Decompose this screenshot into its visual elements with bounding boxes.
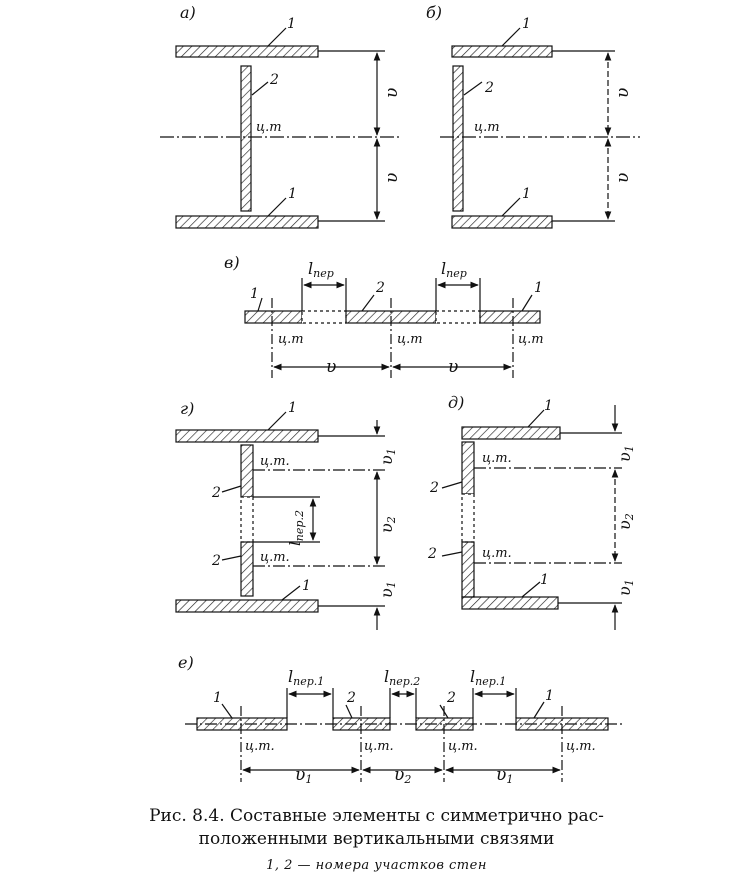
panel-a-part-1b-label: 1 bbox=[288, 186, 297, 202]
panel-v-part-1-label: 1 bbox=[250, 286, 259, 302]
panel-e-center-1: ц.т. bbox=[245, 739, 275, 754]
panel-d-dim-1-bottom bbox=[615, 579, 636, 596]
panel-d-web-lower bbox=[462, 542, 474, 597]
panel-e-dim-2-sub: 2 bbox=[404, 773, 412, 786]
panel-g-web-gap bbox=[241, 497, 253, 542]
panel-v-gap-left-label bbox=[308, 259, 334, 280]
panel-a-web bbox=[241, 66, 251, 211]
panel-a-part-2-label: 2 bbox=[270, 72, 279, 88]
panel-d-web-upper bbox=[462, 442, 474, 494]
panel-g-dim-1-top-v: υ bbox=[377, 455, 396, 465]
panel-g-web-lower bbox=[241, 542, 253, 596]
caption-note: 1, 2 — номера участков стен bbox=[266, 858, 487, 873]
panel-d-dim-1-top-sub: 1 bbox=[623, 445, 636, 453]
panel-g-bottom-flange bbox=[176, 600, 318, 612]
panel-g-center-2: ц.т. bbox=[260, 550, 290, 565]
panel-v-gap-right bbox=[436, 311, 480, 323]
panel-e-part-2a-label: 2 bbox=[347, 690, 356, 706]
panel-b-part-1b-label: 1 bbox=[522, 186, 531, 202]
panel-g-gap-sub: пер.2 bbox=[293, 510, 306, 542]
panel-d-top-flange bbox=[462, 427, 560, 439]
panel-v-center-2: ц.т bbox=[397, 332, 423, 347]
panel-e-gap-2-label bbox=[384, 667, 420, 688]
panel-d-dim-1-bottom-v: υ bbox=[615, 586, 634, 596]
panel-e-center-2: ц.т. bbox=[364, 739, 394, 754]
panel-e-dim-1-right bbox=[496, 765, 513, 786]
panel-e-dim-2-v: υ bbox=[394, 765, 405, 785]
panel-d-tag: д) bbox=[448, 393, 465, 412]
panel-e-dim-1-right-sub: 1 bbox=[506, 773, 514, 786]
panel-b bbox=[440, 28, 640, 228]
panel-e-dim-1-left-v: υ bbox=[295, 765, 306, 785]
panel-v-center-3: ц.т bbox=[518, 332, 544, 347]
panel-v-center-1: ц.т bbox=[278, 332, 304, 347]
panel-e-gap-2-l: l bbox=[384, 667, 390, 686]
panel-d-dim-2-sub: 2 bbox=[623, 513, 636, 521]
panel-v-gap-left-sub: пер bbox=[313, 267, 334, 280]
panel-e-part-2b-label: 2 bbox=[447, 690, 456, 706]
panel-v-part-2-label: 2 bbox=[376, 280, 385, 296]
panel-d-part-1b-label: 1 bbox=[540, 572, 549, 588]
panel-e-gap-1-sub: пер.1 bbox=[293, 675, 325, 688]
panel-g-dim-2-sub: 2 bbox=[385, 516, 398, 524]
panel-v bbox=[245, 278, 540, 378]
panel-g-tag: г) bbox=[180, 399, 195, 418]
panel-d-part-2b-label: 2 bbox=[428, 546, 437, 562]
panel-d-dim-1-top-v: υ bbox=[615, 452, 634, 462]
panel-v-gap-right-sub: пер bbox=[446, 267, 467, 280]
panel-e-tag: е) bbox=[178, 653, 194, 672]
panel-e-dim-1-left bbox=[295, 765, 312, 786]
panel-d-dim-2-v: υ bbox=[615, 520, 634, 530]
panel-g-dim-1-bottom bbox=[377, 581, 398, 598]
panel-b-part-1-label: 1 bbox=[522, 16, 531, 32]
panel-e-gap-3-label bbox=[470, 667, 506, 688]
panel-g-part-2b-label: 2 bbox=[212, 553, 221, 569]
panel-b-dim-lower: υ bbox=[613, 172, 633, 183]
panel-v-part-1-right bbox=[480, 311, 540, 323]
panel-v-dim-right: υ bbox=[448, 357, 459, 377]
panel-a-dim-lower: υ bbox=[382, 172, 402, 183]
panel-v-part-1-left bbox=[245, 311, 302, 323]
panel-b-web bbox=[453, 66, 463, 211]
panel-e-center-3: ц.т. bbox=[448, 739, 478, 754]
panel-a-dim-upper: υ bbox=[382, 87, 402, 98]
panel-b-bottom-flange bbox=[452, 216, 552, 228]
panel-b-top-flange bbox=[452, 46, 552, 57]
panel-d-dim-1-bottom-sub: 1 bbox=[623, 579, 636, 587]
panel-d-center-1: ц.т. bbox=[482, 451, 512, 466]
panel-d-part-1-label: 1 bbox=[544, 398, 553, 414]
panel-v-gap-left-l: l bbox=[308, 259, 314, 278]
panel-e-gap-3-l: l bbox=[470, 667, 476, 686]
panel-g-dim-2-v: υ bbox=[377, 523, 396, 533]
panel-a-top-flange bbox=[176, 46, 318, 57]
panel-g-dim-1-top-sub: 1 bbox=[385, 448, 398, 456]
panel-g-dim-2 bbox=[377, 516, 398, 533]
panel-e-part-1-left bbox=[197, 718, 287, 730]
panel-g-gap-l: l bbox=[286, 541, 304, 546]
panel-e-part-1b-label: 1 bbox=[545, 688, 554, 704]
panel-d-dim-1-top bbox=[615, 445, 636, 462]
panel-d-web-gap bbox=[462, 494, 474, 542]
panel-d-part-2a-label: 2 bbox=[430, 480, 439, 496]
panel-g-top-flange bbox=[176, 430, 318, 442]
panel-g-dim-1-top bbox=[377, 448, 398, 465]
panel-g bbox=[176, 412, 385, 630]
panel-a-part-1-label: 1 bbox=[287, 16, 296, 32]
panel-a-tag: а) bbox=[180, 3, 196, 22]
panel-e-gap-1-label bbox=[288, 667, 324, 688]
panel-d-dim-2 bbox=[615, 513, 636, 530]
caption-line-2: положенными вертикальными связями bbox=[198, 829, 555, 849]
panel-e-dim-1-right-v: υ bbox=[496, 765, 507, 785]
panel-e-part-1-label: 1 bbox=[213, 690, 222, 706]
panel-v-gap-right-label bbox=[441, 259, 467, 280]
panel-e-gap-2-sub: пер.2 bbox=[389, 675, 421, 688]
panel-g-part-1-label: 1 bbox=[288, 400, 297, 416]
panel-d bbox=[442, 405, 622, 630]
panel-b-center-label: ц.т bbox=[474, 120, 500, 135]
panel-g-part-2a-label: 2 bbox=[212, 485, 221, 501]
panel-g-dim-1-bottom-sub: 1 bbox=[385, 581, 398, 589]
panel-e-dim-1-left-sub: 1 bbox=[305, 773, 313, 786]
panel-d-bottom-flange bbox=[462, 597, 558, 609]
panel-v-gap-left bbox=[302, 311, 346, 323]
panel-a-center-label: ц.т bbox=[256, 120, 282, 135]
panel-g-part-1b-label: 1 bbox=[302, 578, 311, 594]
panel-e-center-4: ц.т. bbox=[566, 739, 596, 754]
panel-e bbox=[185, 688, 625, 782]
panel-g-gap-label bbox=[286, 510, 306, 546]
caption-line-1: Рис. 8.4. Составные элементы с симметрично рас- bbox=[149, 806, 604, 826]
panel-v-part-1b-label: 1 bbox=[534, 280, 543, 296]
panel-b-dim-upper: υ bbox=[613, 87, 633, 98]
panel-v-dim-left: υ bbox=[326, 357, 337, 377]
panel-g-dim-1-bottom-v: υ bbox=[377, 588, 396, 598]
panel-b-tag: б) bbox=[426, 3, 443, 22]
panel-e-gap-1-l: l bbox=[288, 667, 294, 686]
panel-v-tag: в) bbox=[224, 253, 240, 272]
panel-d-center-2: ц.т. bbox=[482, 546, 512, 561]
panel-e-gap-3-sub: пер.1 bbox=[475, 675, 507, 688]
panel-g-center-1: ц.т. bbox=[260, 454, 290, 469]
panel-e-dim-2 bbox=[394, 765, 411, 786]
panel-b-part-2-label: 2 bbox=[485, 80, 494, 96]
panel-a-bottom-flange bbox=[176, 216, 318, 228]
panel-v-gap-right-l: l bbox=[441, 259, 447, 278]
panel-g-web-upper bbox=[241, 445, 253, 497]
